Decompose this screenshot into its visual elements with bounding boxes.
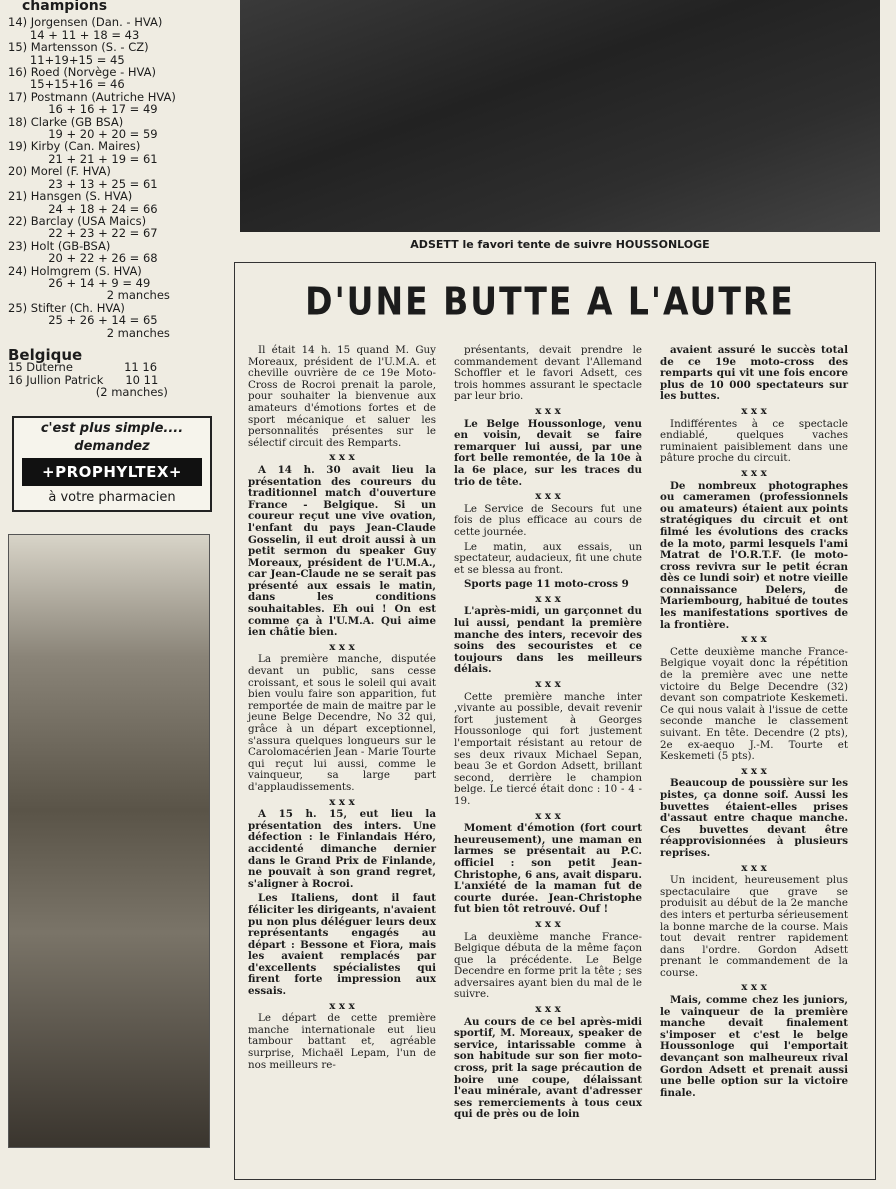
- separator: x x x: [329, 999, 355, 1012]
- belgique-title: Belgique: [8, 345, 83, 364]
- separator: x x x: [741, 633, 767, 646]
- paragraph: Il était 14 h. 15 quand M. Guy Moreaux, président de l'U.M.A. et cheville ouvrière de ce 19e Moto-Cross de Rocroi prenait la parole, pour souhaiter la bienvenue aux amateurs d'émotions fortes et de sport mécanique et saluer les personnalités présentes sur le sélectif circuit des Remparts.: [248, 344, 436, 449]
- separator: x x x: [741, 861, 767, 874]
- paragraph: Moment d'émotion (fort court heureusement), une maman en larmes se présentait au P.C. officiel : son petit Jean-Christophe, 6 ans, avait disparu. L'anxiété de la maman fut de courte durée. Jean-Christophe fut bien tôt retrouvé. Ouf !: [454, 822, 642, 916]
- separator: x x x: [329, 451, 355, 464]
- ranking-line: 19) Kirby (Can. Maires): [8, 139, 141, 154]
- ranking-line: 16 + 16 + 17 = 49: [8, 102, 158, 117]
- separator: x x x: [535, 809, 561, 822]
- ranking-line: 14 + 11 + 18 = 43: [8, 27, 140, 42]
- paragraph: Les Italiens, dont il faut féliciter les dirigeants, n'avaient pu non plus déléguer leurs deux représentants engagés au départ : Bessone et Fiora, mais les avaient remplacés par d'excellents spécialistes qui firent forte impression aux essais.: [248, 892, 436, 998]
- article-column-2: [454, 345, 642, 1124]
- belgique-list: [8, 361, 230, 398]
- ranking-line: 2 manches: [8, 288, 170, 303]
- paragraph: avaient assuré le succès total de ce 19e moto-cross des remparts qui vit une fois encore plus de 10 000 spectateurs sur les buttes.: [660, 344, 848, 403]
- ranking-line: 22 + 23 + 22 = 67: [8, 226, 158, 241]
- article-column-1: [248, 345, 436, 1074]
- ranking-line: 21) Hansgen (S. HVA): [8, 189, 133, 204]
- ranking-line: 25 + 26 + 14 = 65: [8, 313, 158, 328]
- rankings-title: champions: [22, 0, 108, 14]
- ad-brand: +PROPHYLTEX+: [22, 458, 202, 486]
- ad-line-3: à votre pharmacien: [48, 490, 176, 505]
- ranking-line: 22) Barclay (USA Maics): [8, 213, 147, 228]
- separator: x x x: [535, 404, 561, 417]
- paragraph: Le Service de Secours fut une fois de plus efficace au cours de cette journée.: [454, 502, 642, 538]
- ranking-line: 15+15+16 = 46: [8, 77, 125, 92]
- separator: x x x: [535, 490, 561, 503]
- separator: x x x: [329, 795, 355, 808]
- ranking-line: 17) Postmann (Autriche HVA): [8, 89, 176, 104]
- separator: x x x: [329, 640, 355, 653]
- ranking-line: 24) Holmgrem (S. HVA): [8, 263, 142, 278]
- ranking-line: 23 + 13 + 25 = 61: [8, 176, 158, 191]
- separator: x x x: [535, 917, 561, 930]
- paragraph: L'après-midi, un garçonnet du lui aussi, pendant la première manche des inters, recevoir des soins des secouristes et ce toujours dans les meilleurs délais.: [454, 605, 642, 676]
- paragraph: Sports page 11 moto-cross 9: [464, 578, 629, 591]
- ad-line-2: demandez: [74, 439, 150, 454]
- paragraph: Cette première manche inter ,vivante au possible, devait revenir fort justement à Georges Houssonloge qui fort justement l'emportait résistant au retour de ses deux rivaux Michael Sepan, beau 3e et Gordon Adsett, brillant second, derrière le champion belge. Le tiercé était donc : 10 - 4 - 19.: [454, 690, 642, 807]
- article-headline: D'UNE BUTTE A L'AUTRE: [305, 279, 795, 324]
- ranking-line: 20) Morel (F. HVA): [8, 164, 111, 179]
- ranking-line: 18) Clarke (GB BSA): [8, 114, 124, 129]
- paragraph: présentants, devait prendre le commandement devant l'Allemand Schoffler et le favori Adsett, ces trois hommes assurant le spectacle par leur brio.: [454, 344, 642, 403]
- ranking-line: 21 + 21 + 19 = 61: [8, 151, 158, 166]
- separator: x x x: [741, 404, 767, 417]
- paragraph: Un incident, heureusement plus spectaculaire que grave se produisit au début de la 2e manche des inters et perturba sérieusement la bonne marche de la course. Mais tout devait rentrer rapidement dans l'ordre. Gordon Adsett prenant le commandement de la course.: [660, 874, 849, 979]
- ranking-line: (2 manches): [8, 385, 168, 400]
- race-photo: [240, 0, 880, 232]
- ranking-line: 23) Holt (GB-BSA): [8, 238, 111, 253]
- ranking-line: 20 + 22 + 26 = 68: [8, 251, 158, 266]
- paragraph: A 15 h. 15, eut lieu la présentation des inters. Une défection : le Finlandais Héro, accidenté dimanche dernier dans le Grand Prix de Finlande, ne pouvait à son grand regret, s'aligner à Rocroi.: [248, 808, 436, 890]
- ranking-line: 2 manches: [8, 325, 170, 340]
- ranking-line: 26 + 14 + 9 = 49: [8, 275, 151, 290]
- spectators-photo: [8, 534, 210, 1148]
- ad-line-1: c'est plus simple....: [40, 421, 184, 436]
- separator: x x x: [535, 1003, 561, 1016]
- ranking-line: 16 Jullion Patrick 10 11: [8, 372, 159, 387]
- paragraph: De nombreux photographes ou cameramen (professionnels ou amateurs) étaient aux points stratégiques du circuit et ont filmé les évolutions des cracks de la moto, parmi lesquels l'ami Matrat de l'O.R.T.F. (le moto-cross revivra sur le petit écran dès ce lundi soir) et notre vieille connaissance Delers, de Mariembourg, habitué de toutes les manifestations sportives de la frontière.: [660, 479, 848, 631]
- ranking-line: 15) Martensson (S. - CZ): [8, 40, 149, 55]
- paragraph: La deuxième manche France-Belgique débuta de la même façon que la précédente. Le Belge Decendre en forme prit la tête ; ses adversaires ayant bien du mal de le suivre.: [454, 930, 642, 1001]
- separator: x x x: [535, 592, 561, 605]
- ranking-line: 16) Roed (Norvège - HVA): [8, 65, 157, 80]
- paragraph: Beaucoup de poussière sur les pistes, ça donne soif. Aussi les buvettes étaient-elles prises d'assaut entre chaque manche. Ces buvettes devant être réapprovisionnées à plusieurs reprises.: [660, 777, 848, 859]
- paragraph: La première manche, disputée devant un public, sans cesse croissant, et sous le soleil qui avait bien voulu faire son apparition, fut remportée de main de maitre par le jeune Belge Decendre, No 32 qui, grâce à un départ exceptionnel, s'assura quelques longueurs sur le Carolomacérien Jean - Marie Tourte qui reçut lui aussi, comme le vainqueur, sa large part d'applaudissements.: [248, 653, 436, 793]
- rankings-column: [8, 0, 230, 399]
- separator: x x x: [535, 678, 561, 691]
- separator: x x x: [741, 466, 767, 479]
- paragraph: Le Belge Houssonloge, venu en voisin, devait se faire remarquer lui aussi, par une fort belle remontée, de la 10e à la 6e place, sur les traces du trio de tête.: [454, 417, 642, 488]
- paragraph: Le matin, aux essais, un spectateur, audacieux, fit une chute et se blessa au front.: [454, 540, 642, 576]
- ranking-line: 19 + 20 + 20 = 59: [8, 127, 158, 142]
- ranking-line: 15 Duterne 11 16: [8, 360, 158, 375]
- paragraph: A 14 h. 30 avait lieu la présentation des coureurs du traditionnel match d'ouverture France - Belgique. Si un coureur reçut une vive ovation, l'enfant du pays Jean-Claude Gosselin, il eut droit aussi à un petit sermon du speaker Guy Moreaux, président de l'U.M.A., car Jean-Claude ne se serait pas présenté aux essais le matin, dans les conditions souhaitables. Eh oui ! On est comme ça à l'U.M.A. Qui aime ien châtie bien.: [248, 463, 436, 639]
- ranking-line: 24 + 18 + 24 = 66: [8, 201, 158, 216]
- ranking-line: 11+19+15 = 45: [8, 52, 125, 67]
- article-column-3: [660, 345, 848, 1102]
- photo-caption: ADSETT le favori tente de suivre HOUSSONLOGE: [410, 238, 710, 251]
- prophyltex-ad: [12, 416, 212, 512]
- paragraph: Cette deuxième manche France-Belgique voyait donc la répétition de la première avec une nette victoire du Belge Decendre (32) devant son compatriote Keskemeti. Ce qui nous valait à l'issue de cette seconde manche le classement suivant. En tête. Decendre (2 pts), 2e ex-aequo J.-M. Tourte et Keskemeti (5 pts).: [660, 645, 848, 763]
- ranking-line: 25) Stifter (Ch. HVA): [8, 300, 125, 315]
- separator: x x x: [741, 981, 767, 994]
- separator: x x x: [741, 764, 767, 777]
- paragraph: Mais, comme chez les juniors, le vainqueur de la première manche devait finalement s'imposer et c'est le belge Houssonloge qui l'emportait devançant son malheureux rival Gordon Adsett et prenait aussi une belle option sur la victoire finale.: [660, 994, 848, 1099]
- paragraph: Le départ de cette première manche internationale eut lieu tambour battant et, agréable surprise, Michaël Lepam, l'un de nos meilleurs re-: [248, 1012, 436, 1071]
- paragraph: Indifférentes à ce spectacle endiablé, quelques vaches ruminaient paisiblement dans une pâture proche du circuit.: [660, 417, 848, 465]
- paragraph: Au cours de ce bel après-midi sportif, M. Moreaux, speaker de service, intarissable comme à son habitude sur son fier moto-cross, prit la sage précaution de boire une coupe, délaissant l'eau minérale, avant d'adresser ses remerciements à tous ceux qui de près ou de loin: [454, 1015, 642, 1121]
- ranking-line: 14) Jorgensen (Dan. - HVA): [8, 15, 163, 30]
- rankings-list: [8, 16, 230, 339]
